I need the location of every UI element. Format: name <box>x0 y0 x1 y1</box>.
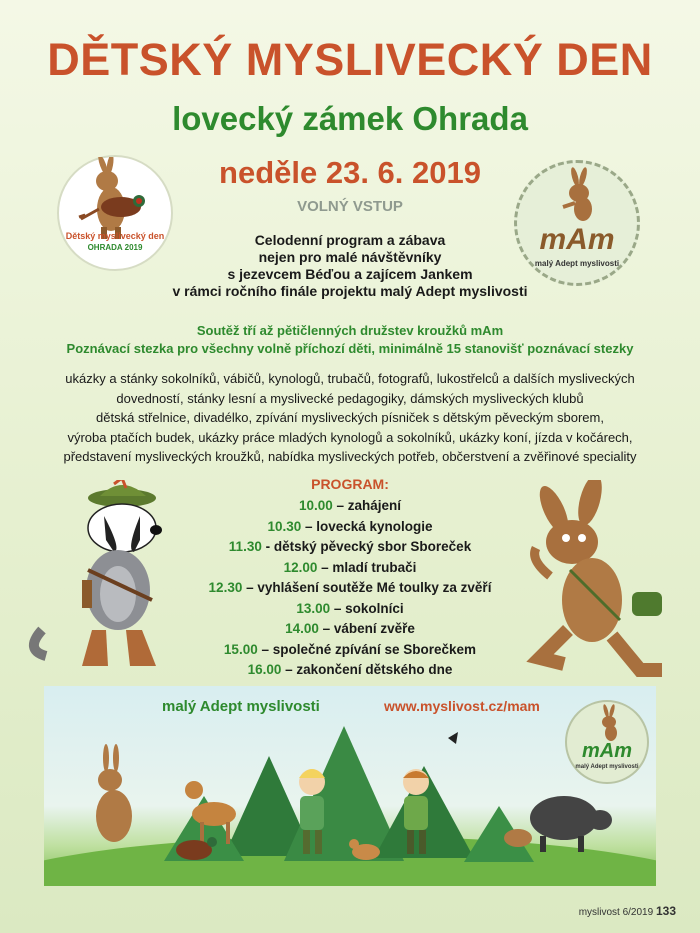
activity-line: představení mysliveckých kroužků, nabídka mysliveckých potřeb, občerstvení a zvěřinové speciality <box>63 449 637 464</box>
intro-line: s jezevcem Béďou a zajícem Jankem <box>227 266 473 282</box>
program-text: – lovecká kynologie <box>301 518 433 534</box>
bird-figure <box>448 732 458 744</box>
program-item <box>0 517 700 538</box>
event-logo-line1: Dětský myslivecký den <box>65 231 165 241</box>
activity-line: dětská střelnice, divadélko, zpívání mysliveckých písniček s dětským pěveckým sborem, <box>96 410 604 425</box>
intro-line: v rámci ročního finále projektu malý Adept myslivosti <box>172 283 528 299</box>
program-heading: PROGRAM: <box>311 476 389 492</box>
trail-line: Poznávací stezka pro všechny volně příchozí děti, minimálně 15 stanovišť poznávací stezky <box>66 341 634 356</box>
program-item <box>0 537 700 558</box>
mam-banner <box>44 686 656 886</box>
banner-logo-word: mAm <box>581 740 632 762</box>
banner-logo-caption: malý Adept myslivosti <box>575 764 639 770</box>
program-text: – vyhlášení soutěže Mé toulky za zvěří <box>242 580 492 595</box>
program-item <box>0 640 700 661</box>
mam-logo-word: mAm <box>539 223 615 256</box>
page-footer <box>579 904 676 918</box>
program-text: – sokolníci <box>330 600 404 616</box>
event-date: neděle 23. 6. 2019 <box>219 155 481 190</box>
piglet-figure <box>504 829 532 847</box>
program-time: 10.30 <box>267 518 302 534</box>
activity-line: ukázky a stánky sokolníků, vábičů, kynologů, trubačů, fotografů, lukostřelců a dalších mysliveckých <box>65 371 635 386</box>
program-time: 12.00 <box>283 559 318 575</box>
program-item <box>0 660 700 681</box>
program-time: 12.30 <box>208 580 243 595</box>
program-text: – vábení zvěře <box>318 621 415 636</box>
page-subtitle: lovecký zámek Ohrada <box>172 100 528 137</box>
hare-figure <box>96 744 132 842</box>
program-list <box>0 496 700 681</box>
program-text: - dětský pěvecký sbor Sboreček <box>261 539 472 554</box>
banner-url[interactable]: www.myslivost.cz/mam <box>384 698 540 714</box>
program-time: 14.00 <box>285 621 319 636</box>
mam-logo-caption: malý Adept myslivosti <box>534 259 620 268</box>
program-time: 13.00 <box>296 600 331 616</box>
intro-line: Celodenní program a zábava <box>254 232 446 248</box>
competition-line: Soutěž tří až pětičlenných družstev kroužků mAm <box>196 323 504 338</box>
program-item <box>0 599 700 620</box>
banner-title: malý Adept myslivosti <box>162 698 320 715</box>
forest-scene-illustration <box>44 686 656 886</box>
page-number: 133 <box>655 904 676 918</box>
intro-block <box>0 232 700 300</box>
program-text: – zakončení dětského dne <box>281 662 453 677</box>
page-title: DĚTSKÝ MYSLIVECKÝ DEN <box>47 34 653 85</box>
program-text: – společné zpívání se Sborečkem <box>257 641 477 657</box>
intro-line: nejen pro malé návštěvníky <box>258 249 442 265</box>
free-entry-label: VOLNÝ VSTUP <box>297 198 403 215</box>
program-text: – mladí trubači <box>317 559 417 575</box>
program-item <box>0 558 700 579</box>
activities-block <box>0 369 700 467</box>
program-time: 11.30 <box>228 539 262 554</box>
program-time: 16.00 <box>247 662 282 677</box>
program-time: 15.00 <box>223 641 258 657</box>
program-item <box>0 496 700 517</box>
event-logo-line2: OHRADA 2019 <box>87 243 143 252</box>
magazine-issue: myslivost 6/2019 <box>578 907 654 918</box>
program-time: 10.00 <box>298 498 333 513</box>
boar-figure <box>530 796 612 852</box>
competition-block <box>0 322 700 358</box>
activity-line: dovedností, stánky lesní a myslivecké pedagogiky, dámských mysliveckých klubů <box>116 390 584 406</box>
program-text: – zahájení <box>332 498 402 513</box>
program-item <box>0 578 700 599</box>
activity-line: výroba ptačích budek, ukázky práce mladých kynologů a sokolníků, ukázky koní, jízda v kočárech, <box>67 429 633 445</box>
program-item <box>0 619 700 640</box>
